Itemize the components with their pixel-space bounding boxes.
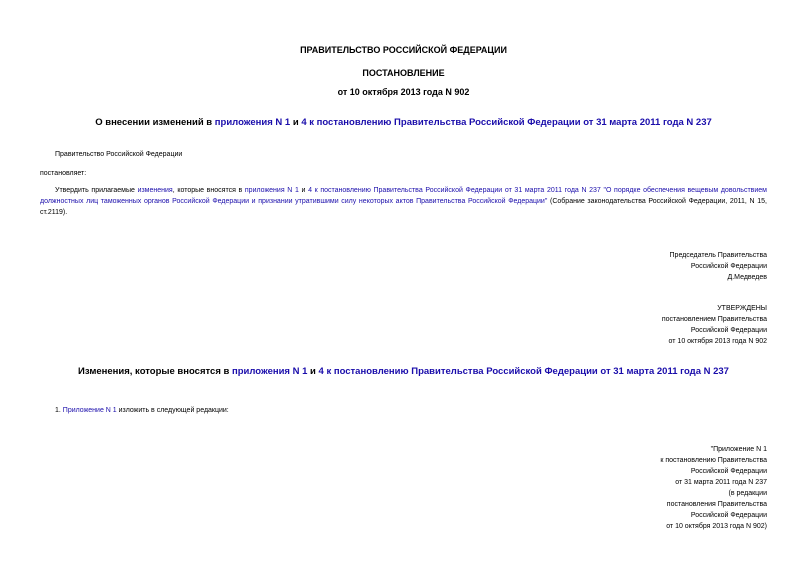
para-link-changes[interactable]: изменения [137, 187, 173, 194]
annex-line-1: "Приложение N 1 [710, 446, 767, 453]
approval-line-2: постановлением Правительства [661, 316, 767, 323]
changes-title [0, 366, 807, 377]
annex-line-7: Российской Федерации [690, 512, 767, 519]
signature-position: Председатель Правительства [669, 252, 767, 259]
annex-line-2: к постановлению Правительства [660, 457, 767, 464]
para-link-resolution[interactable]: 4 к постановлению Правительства Российской Федерации от 31 марта 2011 года N 237 "О порядке обеспечения вещевым довольствием должностных лиц таможенных органов Российской Федерации и признании утратившими силу некоторых актов Правительства Российской Федерации" [40, 187, 767, 205]
document-type: ПОСТАНОВЛЕНИЕ [362, 68, 445, 78]
title-mid: и [290, 117, 302, 128]
main-paragraph [40, 185, 767, 218]
signature-name: Д.Медведев [727, 274, 767, 281]
annex-line-5: (в редакции [728, 490, 767, 497]
approval-line-3: Российской Федерации [690, 327, 767, 334]
signature-org: Российской Федерации [690, 263, 767, 270]
para-text-4: (Собрание законодательства Российской Федерации, 2011, N 15, ст.2119). [40, 198, 767, 216]
government-heading: ПРАВИТЕЛЬСТВО РОССИЙСКОЙ ФЕДЕРАЦИИ [300, 45, 507, 55]
changes-title-prefix: Изменения, которые вносятся в [78, 366, 232, 377]
item-1 [55, 405, 229, 416]
changes-title-mid: и [307, 366, 319, 377]
annex-line-3: Российской Федерации [690, 468, 767, 475]
item-1-link-annex-1[interactable]: Приложение N 1 [62, 407, 117, 414]
annex-line-4: от 31 марта 2011 года N 237 [675, 479, 767, 486]
para-link-annex-1[interactable]: приложения N 1 [244, 187, 299, 194]
para-text-3: и [298, 187, 309, 194]
approval-line-4: от 10 октября 2013 года N 902 [668, 338, 767, 345]
government-line: Правительство Российской Федерации [55, 151, 183, 158]
decrees-line: постановляет: [40, 170, 87, 177]
document-date-number: от 10 октября 2013 года N 902 [337, 87, 470, 97]
item-1-prefix: 1. [55, 407, 63, 414]
annex-line-6: постановления Правительства [666, 501, 767, 508]
title-prefix: О внесении изменений в [95, 117, 215, 128]
changes-title-link-annex-4[interactable]: 4 к постановлению Правительства Российской Федерации от 31 марта 2011 года N 237 [318, 366, 729, 377]
approval-block [662, 303, 767, 347]
changes-title-link-annex-1[interactable]: приложения N 1 [231, 366, 308, 377]
signature-block [670, 250, 767, 283]
para-text-2: , которые вносятся в [172, 187, 245, 194]
item-1-suffix: изложить в следующей редакции: [116, 407, 229, 414]
document-title [0, 117, 807, 128]
annex-line-8: от 10 октября 2013 года N 902) [666, 523, 767, 530]
title-link-annex-1[interactable]: приложения N 1 [214, 117, 291, 128]
annex-header-block [660, 444, 767, 532]
para-text-1: Утвердить прилагаемые [55, 187, 138, 194]
approval-heading: УТВЕРЖДЕНЫ [717, 305, 767, 312]
title-link-annex-4[interactable]: 4 к постановлению Правительства Российской Федерации от 31 марта 2011 года N 237 [301, 117, 712, 128]
